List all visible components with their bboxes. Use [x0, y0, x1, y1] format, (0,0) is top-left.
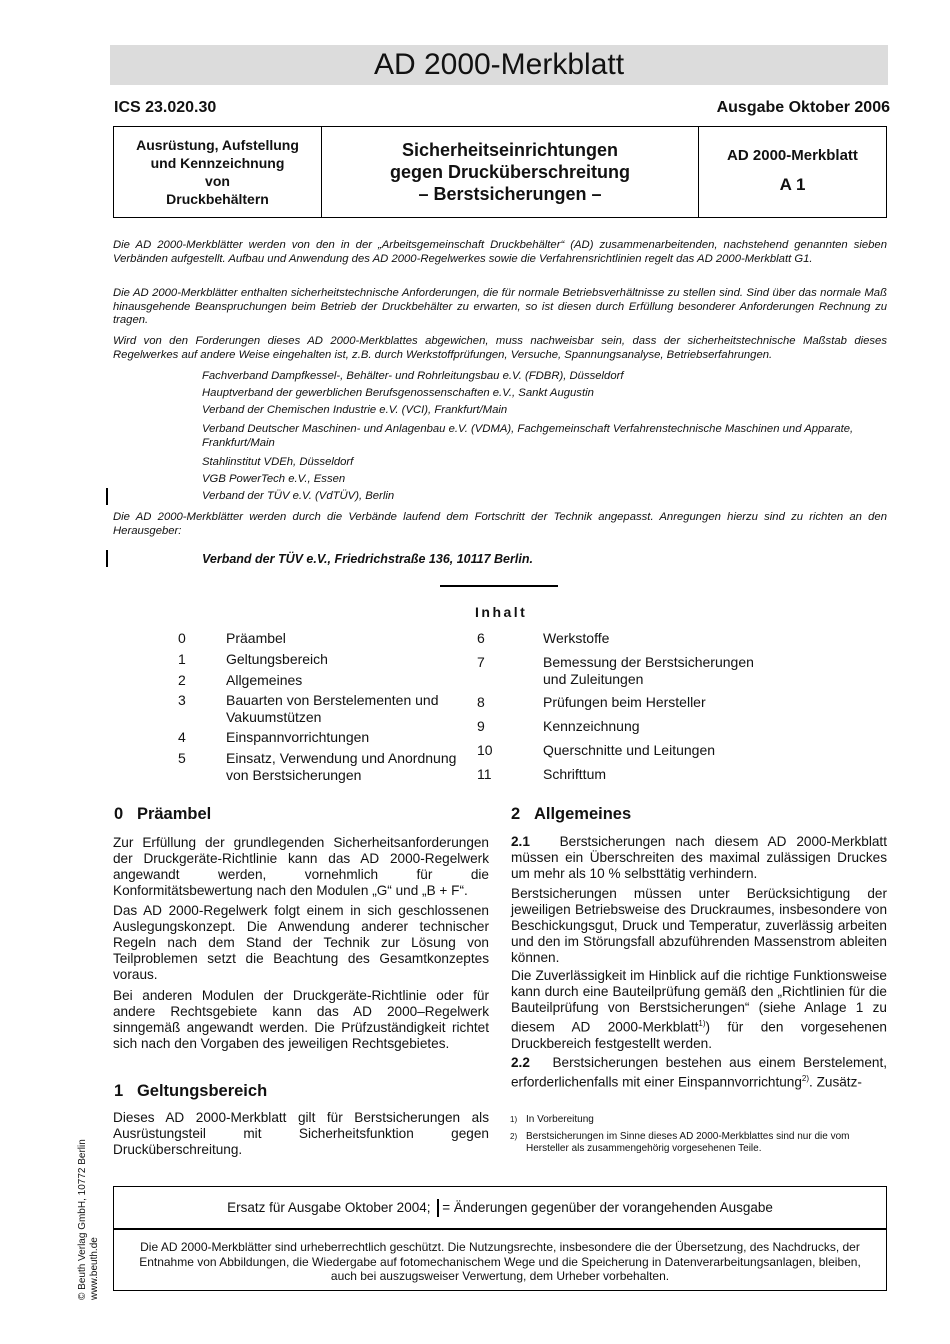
toc-label: Kennzeichnung: [543, 718, 640, 734]
toc-item: [477, 718, 780, 742]
section-number: 1: [114, 1082, 124, 1100]
edition-date: Ausgabe Oktober 2006: [716, 99, 890, 116]
section-title: Allgemeines: [533, 805, 632, 823]
paragraph-text: Die Zuverlässigkeit im Hinblick auf die richtige Funktionsweise kann durch eine Bauteilprüfung gemäß den „Richtlinien für die Bauteilprüfung von Berstsicherungen“ (siehe Anlage 1 zu diesem AD 2000-Merkblatt: [511, 968, 887, 1035]
intro-paragraph: Die AD 2000-Merkblätter werden von den in der „Arbeitsgemeinschaft Druckbehälter“ (AD) zusammenarbeitenden, nachstehend genannten sieben Verbänden aufgestellt. Aufbau und Anwendung des AD 2000-Regelwerkes sowie die Verfahrensrichtlinien regelt das AD 2000-Merkblatt G1.: [113, 239, 887, 265]
paragraph-text: Berstsicherungen bestehen aus einem Berstelement, erforderlichenfalls mit einer Einspannvorrichtung: [511, 1055, 887, 1090]
update-note: Die AD 2000-Merkblätter werden durch die Verbände laufend dem Fortschritt der Technik angepasst. Anregungen hierzu sind zu richten an den Herausgeber:: [113, 511, 887, 537]
header-category: [114, 127, 322, 217]
section-heading-1: [114, 1082, 267, 1101]
toc-item: [178, 630, 482, 651]
toc-heading: Inhalt: [475, 604, 528, 620]
toc-num: 8: [477, 694, 485, 710]
toc-right: [477, 630, 780, 783]
toc-label: Geltungsbereich: [226, 651, 328, 667]
footnote: [510, 1131, 887, 1156]
paragraph: [511, 834, 887, 882]
change-bar: [106, 488, 108, 505]
publisher-sidenote: [77, 1100, 101, 1300]
replacement-text: Ersatz für Ausgabe Oktober 2004;: [227, 1200, 431, 1215]
toc-label: Schrifttum: [543, 766, 607, 782]
toc-num: 7: [477, 654, 485, 670]
change-bar-legend: [437, 1199, 439, 1217]
section-title: Geltungsbereich: [136, 1082, 268, 1100]
footnote-ref[interactable]: 1): [698, 1019, 706, 1028]
header-code: A 1: [779, 175, 806, 194]
change-legend-text: = Änderungen gegenüber der vorangehenden Ausgabe: [442, 1200, 773, 1215]
publisher-url[interactable]: www.beuth.de: [89, 1237, 100, 1300]
association-item: Fachverband Dampfkessel-, Behälter- und Rohrleitungsbau e.V. (FDBR), Düsseldorf: [202, 370, 624, 382]
footnote-text: Berstsicherungen im Sinne dieses AD 2000-Merkblattes sind nur die vom Hersteller als zusammengehörig vorgesehenen Teile.: [526, 1130, 850, 1154]
association-item: Stahlinstitut VDEh, Düsseldorf: [202, 456, 354, 468]
footnote-mark: 1): [510, 1115, 518, 1124]
paragraph: [511, 968, 887, 1052]
footnote-ref[interactable]: 2): [801, 1074, 810, 1083]
paragraph: [511, 1055, 887, 1091]
ics-code: ICS 23.020.30: [114, 99, 217, 116]
header-table: [113, 126, 887, 218]
divider: [440, 585, 558, 587]
paragraph-text: . Zusätz-: [809, 1074, 862, 1090]
change-bar: [106, 550, 108, 567]
toc-num: 11: [477, 766, 492, 782]
toc-num: 9: [477, 718, 485, 734]
toc-num: 5: [178, 750, 186, 766]
paragraph-number: 2.1: [511, 834, 530, 849]
toc-num: 6: [477, 630, 485, 646]
header-code-label: AD 2000-Merkblatt: [727, 147, 858, 164]
association-item: Hauptverband der gewerblichen Berufsgenossenschaften e.V., Sankt Augustin: [202, 387, 594, 399]
toc-item: [178, 672, 482, 692]
replacement-note: [113, 1186, 887, 1229]
paragraph: Dieses AD 2000-Merkblatt gilt für Berstsicherungen als Ausrüstungsteil mit Sicherheitsfunktion gegen Drucküberschreitung.: [113, 1110, 489, 1157]
header-code-cell: [699, 127, 886, 217]
toc-item: [477, 630, 780, 654]
header-category-line: Druckbehältern: [166, 191, 269, 207]
toc-label: Prüfungen beim Hersteller: [543, 694, 706, 710]
paragraph: Bei anderen Modulen der Druckgeräte-Richtlinie oder für andere Rechtsgebiete kann das AD 2000–Regelwerk sinngemäß angewandt werden. Die Prüfzuständigkeit richtet sich nach den Vorgaben des jeweiligen Rechtsgebietes.: [113, 988, 489, 1051]
section-heading-0: [114, 805, 211, 824]
association-item: Verband der TÜV e.V. (VdTÜV), Berlin: [202, 490, 395, 502]
paragraph: Berstsicherungen müssen unter Berücksichtigung der jeweiligen Betriebsweise des Druckraumes, insbesondere von Beschickungsgut, Druck und Temperatur, zuverlässig arbeiten und den im Störungsfall abzuführenden Massenstrom ableiten können.: [511, 886, 887, 965]
section-number: 2: [511, 805, 521, 823]
footnotes: [510, 1114, 887, 1156]
section-title: Präambel: [136, 805, 212, 823]
toc-num: 4: [178, 729, 186, 745]
paragraph: Das AD 2000-Regelwerk folgt einem in sich geschlossenen Auslegungskonzept. Die Anwendung anderer technischer Regeln nach dem Stand der Technik zur Lösung von Teilproblemen setzt die Beachtung des Gesamtkonzeptes voraus.: [113, 903, 489, 982]
toc-item: [178, 729, 482, 750]
paragraph: Zur Erfüllung der grundlegenden Sicherheitsanforderungen der Druckgeräte-Richtlinie kann das AD 2000-Regelwerk angewandt werden, vornehmlich für die Konformitätsbewertung nach den Modulen „G“ und „B + F“.: [113, 835, 489, 898]
toc-label: Werkstoffe: [543, 630, 610, 646]
toc-label: Präambel: [226, 630, 286, 646]
toc-item: [178, 651, 482, 672]
publisher-address: Verband der TÜV e.V., Friedrichstraße 136, 10117 Berlin.: [202, 552, 533, 566]
toc-label: Einsatz, Verwendung und Anordnung von Berstsicherungen: [226, 750, 457, 783]
association-item: Verband der Chemischen Industrie e.V. (VCI), Frankfurt/Main: [202, 404, 508, 416]
section-number: 0: [114, 805, 124, 823]
toc-num: 1: [178, 651, 186, 667]
paragraph-text: Berstsicherungen nach diesem AD 2000-Merkblatt müssen ein Überschreiten des maximal zulässigen Druckes um mehr als 10 % selbsttätig verhindern.: [511, 834, 887, 881]
footnote-mark: 2): [510, 1131, 518, 1141]
toc-label: Querschnitte und Leitungen: [543, 742, 716, 758]
header-subject-line: – Berstsicherungen –: [418, 184, 602, 204]
footnote-text: In Vorbereitung: [526, 1114, 594, 1125]
toc-num: 0: [178, 630, 186, 646]
toc-item: [477, 742, 780, 766]
association-item: Verband Deutscher Maschinen- und Anlagenbau e.V. (VDMA), Fachgemeinschaft Verfahrenstechnische Maschinen und Apparate, Frankfurt/Main: [202, 423, 854, 449]
toc-num: 2: [178, 672, 186, 688]
publisher-line: © Beuth Verlag GmbH, 10772 Berlin: [77, 1139, 88, 1300]
association-item: VGB PowerTech e.V., Essen: [202, 473, 346, 485]
toc-label: Allgemeines: [226, 672, 303, 688]
header-category-line: Ausrüstung, Aufstellung: [136, 137, 299, 153]
header-subject-line: gegen Drucküberschreitung: [389, 162, 631, 182]
header-subject-line: Sicherheitseinrichtungen: [401, 140, 619, 160]
toc-item: [477, 654, 780, 694]
header-category-line: und Kennzeichnung: [150, 155, 285, 171]
toc-item: [178, 692, 482, 729]
toc-label: Bemessung der Berstsicherungen und Zuleitungen: [543, 654, 754, 687]
paragraph-number: 2.2: [511, 1055, 530, 1070]
section-heading-2: [511, 805, 631, 824]
document-title: AD 2000-Merkblatt: [110, 45, 888, 85]
toc-label: Einspannvorrichtungen: [226, 729, 370, 745]
intro-paragraph: Wird von den Forderungen dieses AD 2000-Merkblattes abgewichen, muss nachweisbar sein, dass der sicherheitstechnische Maßstab dieses Regelwerkes auf andere Weise eingehalten ist, z.B. durch Werkstoffprüfungen, Versuche, Spannungsanalyse, Betriebserfahrungen.: [113, 335, 887, 361]
toc-num: 10: [477, 742, 493, 758]
paragraph-text: ) für den vorgesehenen Druckbereich festgestellt werden.: [511, 1019, 887, 1051]
toc-item: [477, 694, 780, 718]
toc-item: [178, 750, 482, 783]
copyright-box: [113, 1229, 887, 1291]
intro-paragraph: Die AD 2000-Merkblätter enthalten sicherheitstechnische Anforderungen, die für normale Betriebsverhältnisse zu stellen sind. Sind über das normale Maß hinausgehende Beanspruchungen beim Betrieb der Druckbehälter zu erwarten, so ist diesen durch Erfüllung besonderer Anforderungen Rechnung zu tragen.: [113, 287, 887, 326]
footnote: [510, 1114, 887, 1127]
copyright-text: Die AD 2000-Merkblätter sind urheberrechtlich geschützt. Die Nutzungsrechte, insbesondere die der Übersetzung, des Nachdrucks, der Entnahme von Abbildungen, die Wiedergabe auf fotomechanischem Wege und die Speicherung in Datenverarbeitungsanlagen, bleiben, auch bei auszugsweiser Verwertung, dem Urheber vorbehalten.: [139, 1240, 861, 1283]
header-category-line: von: [205, 173, 230, 189]
toc-label: Bauarten von Berstelementen und Vakuumstützen: [226, 692, 439, 725]
toc-num: 3: [178, 692, 186, 708]
toc-item: [477, 766, 780, 783]
header-subject: [322, 127, 699, 217]
toc-left: [178, 630, 482, 783]
